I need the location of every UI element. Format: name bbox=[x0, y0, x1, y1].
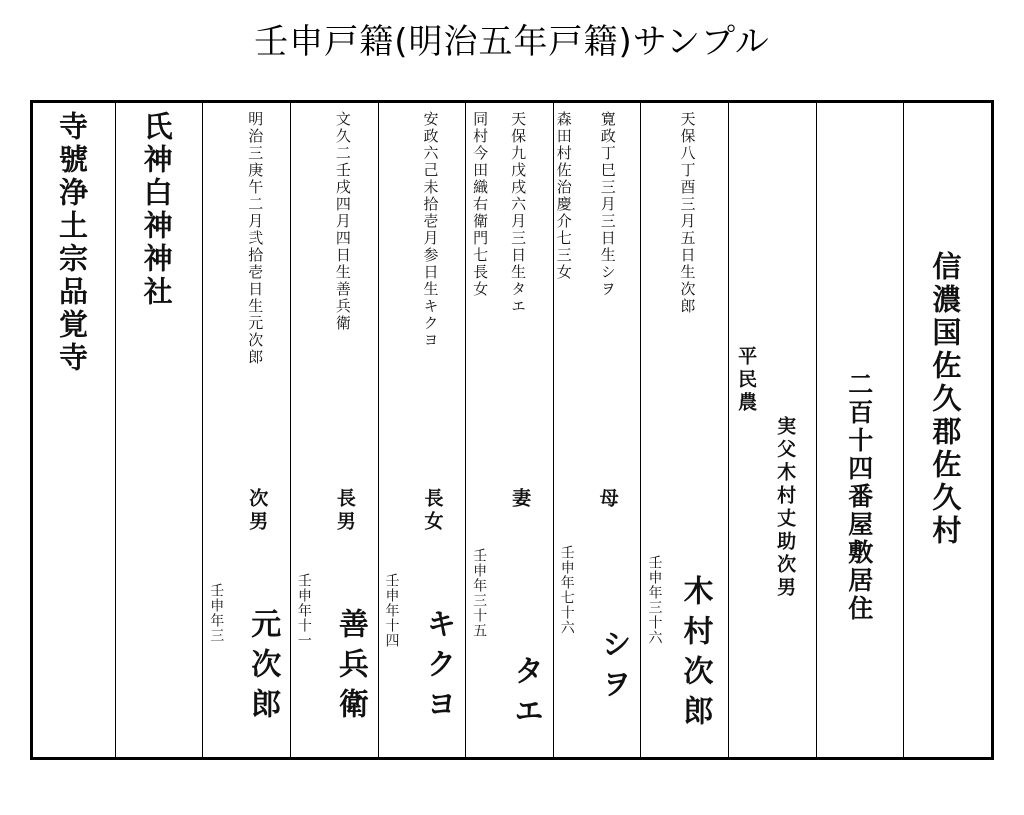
wife-relation-text: 妻 bbox=[509, 488, 532, 511]
son2-birth-text: 明治三庚午二月弐拾壱日生元次郎 bbox=[246, 111, 265, 366]
daughter-birth-text: 安政六己未拾壱月参日生キクヨ bbox=[421, 111, 440, 349]
daughter-relation-text: 長女 bbox=[421, 488, 444, 534]
column-status bbox=[728, 103, 816, 757]
head-age-text: 壬申年三十六 bbox=[646, 555, 663, 645]
column-house-number bbox=[816, 103, 904, 757]
column-shrine bbox=[115, 103, 203, 757]
son1-age-text: 壬申年十一 bbox=[295, 573, 312, 648]
koseki-sheet bbox=[30, 100, 994, 760]
father-note-text: 実父木村丈助次男 bbox=[774, 416, 797, 600]
wife-name-text: タエ bbox=[508, 655, 544, 735]
mother-name-text: シヲ bbox=[595, 628, 631, 708]
head-name-text: 木村次郎 bbox=[677, 575, 713, 735]
column-son1 bbox=[290, 103, 378, 757]
column-address bbox=[903, 103, 991, 757]
class-text: 平民農 bbox=[735, 346, 758, 415]
wife-birth-text: 天保九戊戌六月三日生タエ bbox=[509, 111, 528, 315]
son1-name-text: 善兵衛 bbox=[332, 608, 368, 728]
son1-relation-text: 長男 bbox=[333, 488, 356, 534]
wife-age-text: 壬申年三十五 bbox=[471, 548, 488, 638]
column-daughter bbox=[378, 103, 466, 757]
son2-relation-text: 次男 bbox=[246, 488, 269, 534]
document-title: 壬申戸籍(明治五年戸籍)サンプル bbox=[254, 22, 770, 62]
shrine-text: 氏神白神神社 bbox=[139, 111, 174, 309]
province-village-text: 信濃国佐久郡佐久村 bbox=[928, 251, 963, 548]
mother-relation-text: 母 bbox=[596, 488, 619, 511]
column-mother bbox=[553, 103, 641, 757]
head-birth-text: 天保八丁酉三月五日生次郎 bbox=[678, 111, 697, 315]
mother-age-text: 壬申年七十六 bbox=[558, 545, 575, 635]
column-wife bbox=[465, 103, 553, 757]
column-son2 bbox=[202, 103, 290, 757]
house-number-text: 二百十四番屋敷居住 bbox=[844, 371, 874, 623]
mother-birth-text: 寛政丁巳三月三日生シヲ bbox=[598, 111, 617, 298]
daughter-age-text: 壬申年十四 bbox=[383, 573, 400, 648]
son1-birth-text: 文久二壬戌四月四日生善兵衛 bbox=[333, 111, 352, 332]
column-head bbox=[640, 103, 728, 757]
daughter-name-text: キクヨ bbox=[420, 608, 456, 728]
son2-age-text: 壬申年三 bbox=[208, 583, 225, 643]
temple-text: 寺號浄土宗品覚寺 bbox=[54, 111, 89, 375]
mother-origin-text: 森田村佐治慶介七三女 bbox=[554, 111, 573, 281]
son2-name-text: 元次郎 bbox=[245, 608, 281, 728]
wife-origin-text: 同村今田織右衛門七長女 bbox=[471, 111, 490, 298]
column-temple bbox=[33, 103, 115, 757]
